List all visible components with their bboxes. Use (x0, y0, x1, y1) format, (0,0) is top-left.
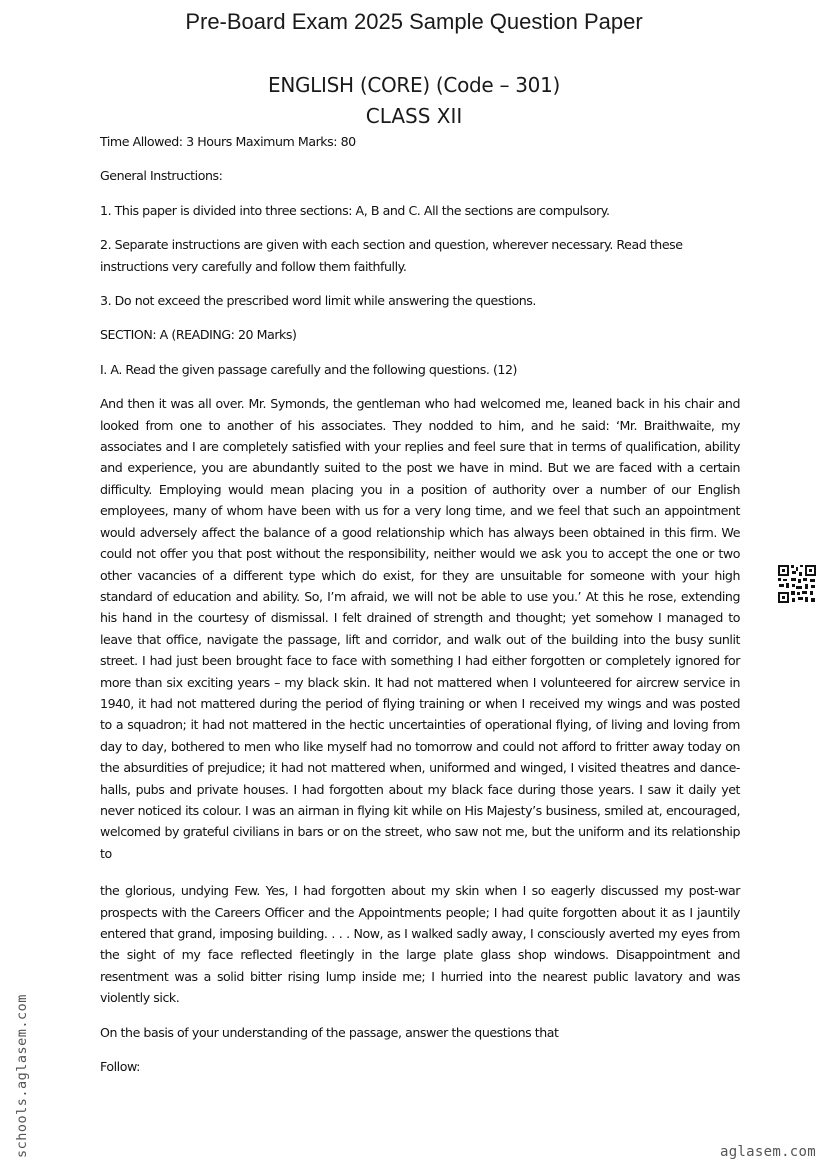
class-heading: CLASS XII (365, 104, 463, 128)
instruction-item: 3. Do not exceed the prescribed word limit while answering the questions. (100, 293, 536, 309)
subject-heading: ENGLISH (CORE) (Code – 301) (267, 73, 561, 97)
footer-watermark: aglasem.com (719, 1144, 816, 1160)
instruction-item: 2. Separate instructions are given with each section and question, wherever necessary. Read these instructions very carefully and follow them faithfully. (100, 237, 683, 274)
follow-label: Follow: (100, 1059, 140, 1075)
time-marks-line: Time Allowed: 3 Hours Maximum Marks: 80 (100, 134, 356, 149)
passage-paragraph: And then it was all over. Mr. Symonds, the gentleman who had welcomed me, leaned back in his chair and looked from one to another of his associates. They nodded to him, and he said: ‘Mr. Braithwaite, my associates and I are completely satisfied with your replies and feel sure that in terms of qualification, ability and experience, you are abundantly suited to the post we have in mind. But we are faced with a certain difficulty. Employing would mean placing you in a position of authority over a number of our English employees, many of whom have been with us for a very long time, and we feel that such an appointment would adversely affect the balance of a good relationship which has always been obtained in this firm. We could not offer you that post without the responsibility, neither would we ask you to accept the one or two other vacancies of a different type which do exist, for they are unsuitable for someone with your high standard of education and ability. So, I’m afraid, we will not be able to use you.’ At this he rose, extending his hand in the courtesy of dismissal. I felt drained of strength and thought; yet somehow I managed to leave that office, navigate the passage, lift and corridor, and walk out of the building into the busy sunlit street. I had just been brought face to face with something I had either forgotten or completely ignored for more than six exciting years – my black skin. It had not mattered when I volunteered for aircrew service in 1940, it had not mattered during the period of flying training or when I received my wings and was posted to a squadron; it had not mattered in the hectic uncertainties of operational flying, of living and loving from day to day, bothered to men who like myself had no tomorrow and could not afford to fritter away today on the absurdities of prejudice; it had not mattered when, uniformed and winged, I visited theatres and dance-halls, pubs and private houses. I had forgotten about my black face during those years. I saw it daily yet never noticed its colour. I was an airman in flying kit while on His Majesty’s business, smiled at, encouraged, welcomed by grateful civilians in bars or on the street, who saw not me, but the uniform and its relationship to (100, 396, 740, 861)
answer-instruction: On the basis of your understanding of the passage, answer the questions that (100, 1024, 559, 1040)
instruction-item: 1. This paper is divided into three sections: A, B and C. All the sections are compulsory. (100, 202, 610, 218)
section-a-heading: SECTION: A (READING: 20 Marks) (100, 327, 297, 343)
paper-content (100, 131, 740, 1077)
exam-title: Pre-Board Exam 2025 Sample Question Paper (185, 9, 643, 34)
question-heading: I. A. Read the given passage carefully and the following questions. (12) (100, 361, 517, 377)
passage-paragraph: the glorious, undying Few. Yes, I had forgotten about my skin when I so eagerly discussed my post-war prospects with the Careers Officer and the Appointments people; I had quite forgotten about it as I jauntily entered that grand, imposing building. . . . Now, as I walked sadly away, I consciously averted my eyes from the sight of my face reflected fleetingly in the large plate glass shop windows. Disappointment and resentment was a solid bitter rising lump inside me; I hurried into the nearest public lavatory and was violently sick. (100, 883, 740, 1006)
reading-passage (100, 393, 740, 1008)
instructions-heading: General Instructions: (100, 168, 223, 184)
qr-code-icon[interactable] (777, 564, 817, 604)
side-watermark: schools.aglasem.com (14, 994, 30, 1158)
